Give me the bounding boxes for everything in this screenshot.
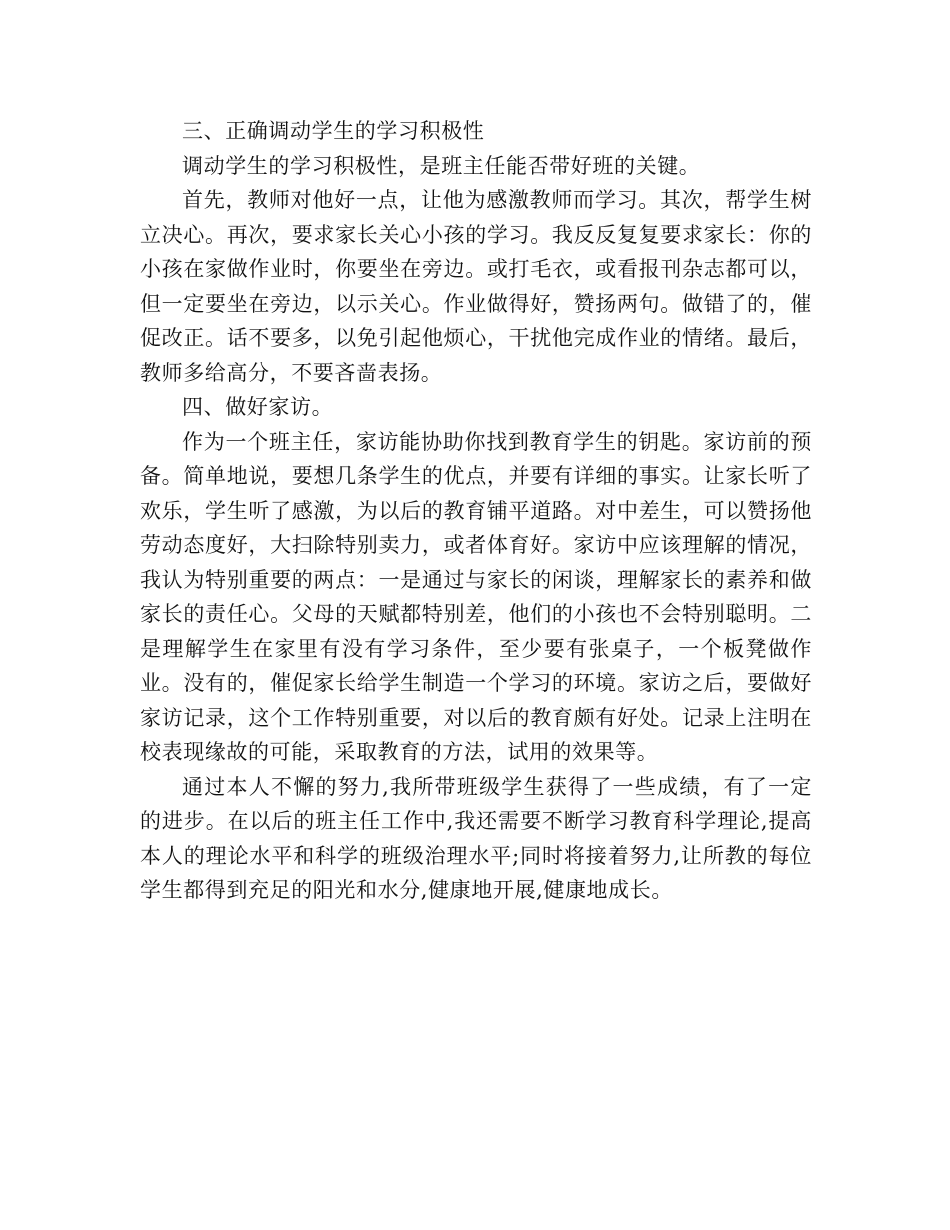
paragraph-methods: 首先，教师对他好一点，让他为感激教师而学习。其次，帮学生树立决心。再次，要求家长关心小孩的学习。我反反复复要求家长：你的小孩在家做作业时，你要坐在旁边。或打毛衣，或看报刊杂志都可以，但一定要坐在旁边，以示关心。作业做得好，赞扬两句。做错了的，催促改正。话不要多，以免引起他烦心，干扰他完成作业的情绪。最后，教师多给高分，不要吝啬表扬。: [140, 188, 812, 385]
document-body: [140, 114, 812, 908]
paragraph-home-visit: 作为一个班主任，家访能协助你找到教育学生的钥匙。家访前的预备。简单地说，要想几条学生的优点，并要有详细的事实。让家长听了欢乐，学生听了感激，为以后的教育铺平道路。对中差生，可以赞扬他劳动态度好，大扫除特别卖力，或者体育好。家访中应该理解的情况，我认为特别重要的两点：一是通过与家长的闲谈，理解家长的素养和做家长的责任心。父母的天赋都特别差，他们的小孩也不会特别聪明。二是理解学生在家里有没有学习条件，至少要有张桌子，一个板凳做作业。没有的，催促家长给学生制造一个学习的环境。家访之后，要做好家访记录，这个工作特别重要，对以后的教育颇有好处。记录上注明在校表现缘故的可能，采取教育的方法，试用的效果等。: [140, 429, 812, 764]
section-heading-3: 三、正确调动学生的学习积极性: [182, 119, 485, 143]
section-heading-4: 四、做好家访。: [182, 395, 334, 419]
paragraph-conclusion: 通过本人不懈的努力,我所带班级学生获得了一些成绩，有了一定的进步。在以后的班主任工作中,我还需要不断学习教育科学理论,提高本人的理论水平和科学的班级治理水平;同时将接着努力,让所教的每位学生都得到充足的阳光和水分,健康地开展,健康地成长。: [140, 774, 812, 902]
paragraph-intro: 调动学生的学习积极性，是班主任能否带好班的关键。: [182, 153, 701, 178]
